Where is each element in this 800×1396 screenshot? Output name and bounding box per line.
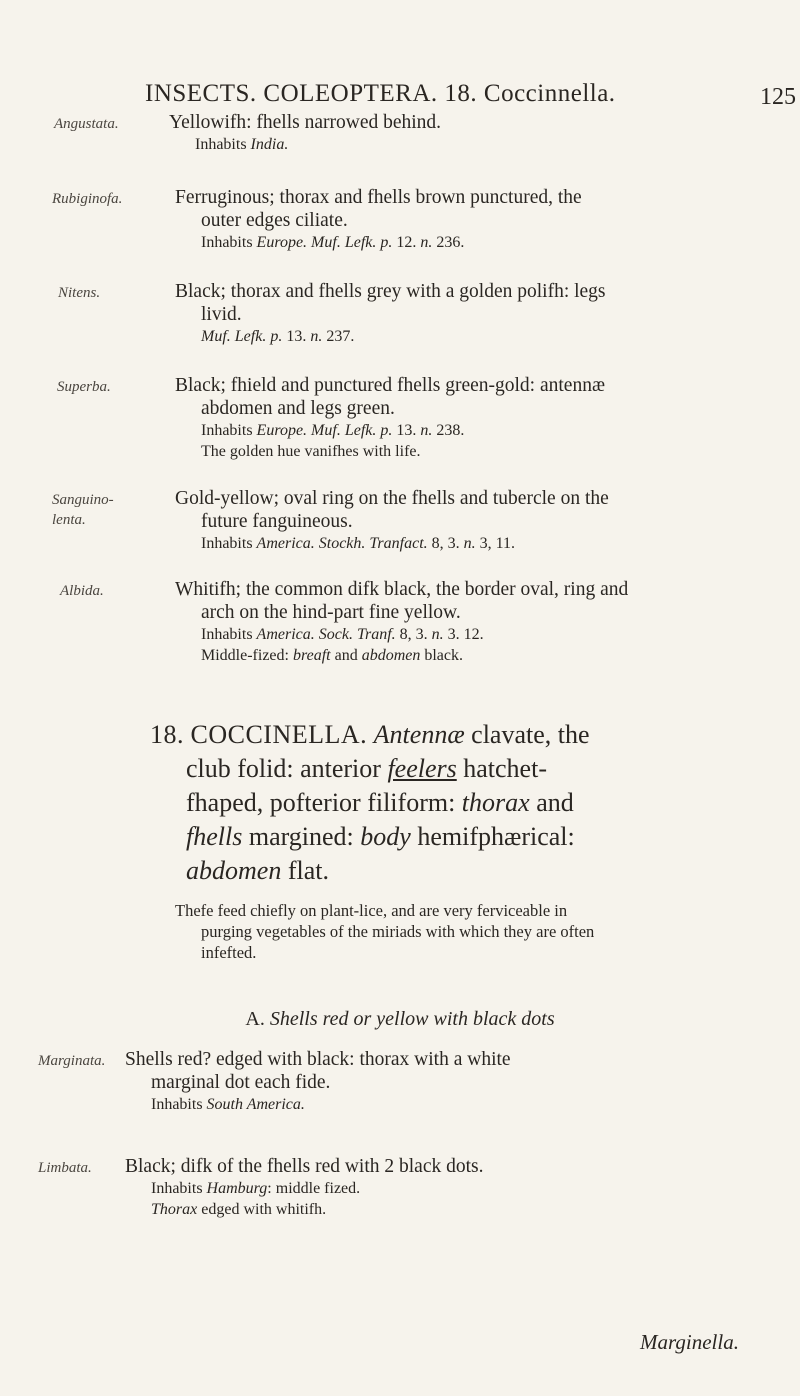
- page-number: 125: [760, 84, 796, 110]
- description-line: Black; fhield and punctured fhells green-gold: antennæ: [175, 375, 605, 396]
- section-title: Shells red or yellow with black dots: [269, 1008, 555, 1030]
- description-line: outer edges ciliate.: [201, 210, 348, 231]
- genus-line: fhaped, pofterior filiform: thorax and: [186, 788, 574, 817]
- genus-description: [150, 718, 770, 888]
- species-name: Albida.: [60, 583, 104, 599]
- description-line: marginal dot each fide.: [151, 1072, 331, 1093]
- habitat-line: Inhabits Europe. Muf. Lefk. p. 13. n. 238.: [201, 422, 465, 439]
- species-description: [175, 487, 775, 554]
- species-name: Superba.: [57, 379, 111, 395]
- species-name: Limbata.: [38, 1160, 92, 1176]
- catchword: Marginella.: [640, 1330, 739, 1354]
- description-note: Middle-fized: breaft and abdomen black.: [201, 647, 464, 664]
- section-heading: [0, 1008, 800, 1031]
- species-name: Marginata.: [38, 1053, 106, 1069]
- description-line: Yellowifh: fhells narrowed behind.: [169, 112, 442, 133]
- description-line: Gold-yellow; oval ring on the fhells and tubercle on the: [175, 488, 609, 509]
- reference-line: Muf. Lefk. p. 13. n. 237.: [201, 328, 355, 345]
- description-line: Ferruginous; thorax and fhells brown punctured, the: [175, 187, 582, 208]
- genus-line: abdomen flat.: [186, 856, 329, 885]
- habitat-line: Inhabits South America.: [151, 1096, 305, 1113]
- header-title: INSECTS. COLEOPTERA. 18. Coccinnella.: [145, 80, 616, 107]
- species-description: [175, 186, 775, 253]
- genus-name: COCCINELLA.: [190, 720, 368, 749]
- habitat-line: Inhabits America. Sock. Tranf. 8, 3. n. 3. 12.: [201, 626, 484, 643]
- species-description: [175, 280, 775, 347]
- habitat-line: Inhabits India.: [195, 136, 289, 153]
- description-note: Thorax edged with whitifh.: [151, 1201, 327, 1218]
- species-name: Nitens.: [58, 285, 101, 301]
- genus-note: [175, 900, 775, 963]
- species-description: [125, 1048, 775, 1115]
- note-line: Thefe feed chiefly on plant-lice, and are very ferviceable in: [175, 901, 568, 920]
- species-description: [175, 374, 775, 462]
- genus-line: fhells margined: body hemifphærical:: [186, 822, 575, 851]
- description-line: abdomen and legs green.: [201, 398, 395, 419]
- note-line: purging vegetables of the miriads with which they are often: [201, 922, 595, 941]
- genus-line: 18. COCCINELLA. Antennæ clavate, the: [150, 720, 590, 749]
- habitat-line: Inhabits America. Stockh. Tranfact. 8, 3. n. 3, 11.: [201, 535, 516, 552]
- species-name: Rubiginofa.: [52, 191, 123, 207]
- description-line: Whitifh; the common difk black, the border oval, ring and: [175, 579, 629, 600]
- description-line: Black; thorax and fhells grey with a golden polifh: legs: [175, 281, 606, 302]
- species-description: [125, 1155, 775, 1220]
- section-letter: A.: [245, 1008, 265, 1030]
- species-description: [169, 111, 769, 155]
- species-description: [175, 578, 775, 666]
- species-name: Sanguino- lenta.: [52, 492, 114, 528]
- note-line: infefted.: [201, 943, 257, 962]
- habitat-line: Inhabits Hamburg: middle fized.: [151, 1180, 361, 1197]
- description-line: arch on the hind-part fine yellow.: [201, 602, 461, 623]
- genus-number: 18.: [150, 720, 184, 749]
- genus-line: club folid: anterior feelers hatchet-: [186, 754, 547, 783]
- description-note: The golden hue vanifhes with life.: [201, 443, 421, 460]
- description-line: Shells red? edged with black: thorax with a white: [125, 1049, 511, 1070]
- habitat-line: Inhabits Europe. Muf. Lefk. p. 12. n. 236.: [201, 234, 465, 251]
- species-name: Angustata.: [54, 116, 119, 132]
- description-line: Black; difk of the fhells red with 2 black dots.: [125, 1156, 484, 1177]
- description-line: livid.: [201, 304, 242, 325]
- description-line: future fanguineous.: [201, 511, 353, 532]
